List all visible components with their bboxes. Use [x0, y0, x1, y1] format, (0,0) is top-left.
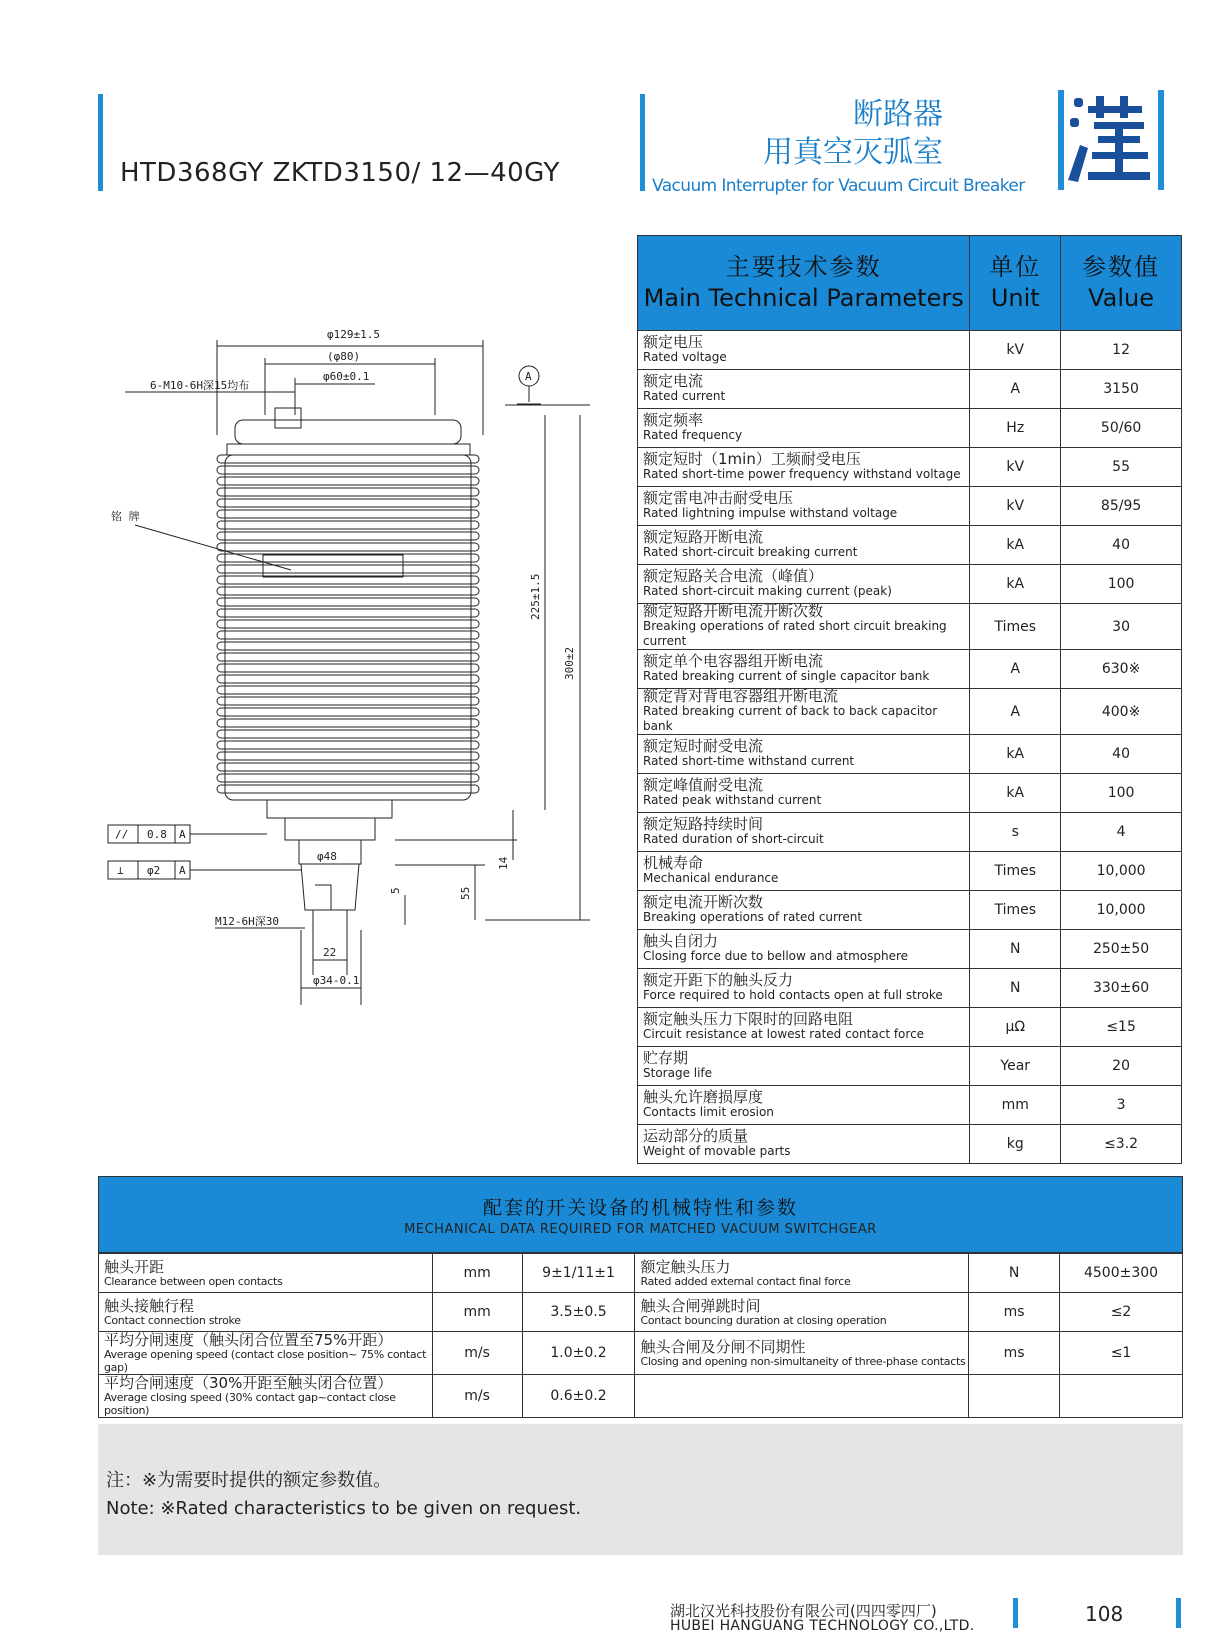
param-name-cn: 额定雷电冲击耐受电压: [643, 489, 794, 507]
param-name-cn: 额定短路开断电流开断次数: [643, 602, 824, 620]
param-name-en: Circuit resistance at lowest rated contact force: [643, 1027, 925, 1041]
mech-right-cn: 触头合闸及分闸不同期性: [640, 1337, 806, 1356]
param-value: 100: [1061, 565, 1182, 604]
param-row: [638, 813, 1182, 852]
tol1-symbol: //: [115, 828, 129, 841]
main-parameters-table: [637, 235, 1182, 1164]
mech-row: [99, 1254, 1183, 1293]
mech-left-unit: m/s: [432, 1332, 522, 1375]
param-name: [638, 852, 970, 891]
param-name: [638, 1008, 970, 1047]
param-unit: Times: [970, 852, 1061, 891]
dim-22: 22: [323, 946, 337, 959]
param-value: 55: [1061, 448, 1182, 487]
mech-left-en: Average closing speed (30% contact gap~contact close position): [104, 1391, 396, 1417]
dim-80: (φ80): [327, 350, 361, 363]
param-name-cn: 机械寿命: [643, 854, 704, 872]
tol1-ref: A: [179, 828, 186, 841]
param-name-en: Mechanical endurance: [643, 871, 779, 885]
mech-right-cn: 额定触头压力: [640, 1257, 731, 1276]
param-row: [638, 331, 1182, 370]
param-row: [638, 930, 1182, 969]
thread-bottom: M12-6H深30: [215, 915, 279, 928]
mech-right-unit: N: [969, 1254, 1060, 1293]
param-value: 400※: [1061, 689, 1182, 735]
param-unit: kV: [970, 331, 1061, 370]
param-unit: Times: [970, 891, 1061, 930]
mech-left-name: [99, 1375, 433, 1418]
param-name-cn: 额定短时耐受电流: [643, 737, 764, 755]
tol2-symbol: ⊥: [117, 864, 124, 877]
param-name-en: Force required to hold contacts open at full stroke: [643, 988, 943, 1002]
param-row: [638, 409, 1182, 448]
param-unit: Hz: [970, 409, 1061, 448]
mech-row: [99, 1375, 1183, 1418]
param-name: [638, 1086, 970, 1125]
unit-header: 单位 Unit: [970, 236, 1061, 331]
param-row: [638, 969, 1182, 1008]
param-row: [638, 1047, 1182, 1086]
param-unit: kV: [970, 448, 1061, 487]
param-name-cn: 额定短路持续时间: [643, 815, 764, 833]
param-row: [638, 891, 1182, 930]
page-number: 108: [1085, 1602, 1124, 1626]
dim-14: 14: [497, 856, 510, 870]
param-row: [638, 1008, 1182, 1047]
param-name: [638, 604, 970, 650]
param-value: 3: [1061, 1086, 1182, 1125]
param-value: 50/60: [1061, 409, 1182, 448]
param-value: 10,000: [1061, 891, 1182, 930]
mech-right-name: [635, 1254, 969, 1293]
model-title: HTD368GY ZKTD3150∕ 12—40GY: [120, 158, 560, 188]
param-name-cn: 额定开距下的触头反力: [643, 971, 794, 989]
param-value: 4: [1061, 813, 1182, 852]
param-value: 40: [1061, 526, 1182, 565]
threads-top: 6-M10-6H深15均布: [150, 379, 250, 392]
param-name-en: Rated short-time power frequency withstand voltage: [643, 467, 961, 481]
param-name-cn: 额定频率: [643, 411, 704, 429]
mech-left-name: [99, 1332, 433, 1375]
param-row: [638, 370, 1182, 409]
param-name-en: Closing force due to bellow and atmosphere: [643, 949, 909, 963]
param-row: [638, 852, 1182, 891]
param-name: [638, 735, 970, 774]
tol2-value: φ2: [147, 864, 161, 877]
note-cn: 注：※为需要时提供的额定参数值。: [106, 1470, 392, 1491]
param-name-cn: 额定短路开断电流: [643, 528, 764, 546]
mech-left-cn: 触头接触行程: [104, 1296, 195, 1315]
param-unit: kA: [970, 565, 1061, 604]
technical-drawing: [105, 320, 645, 1100]
header-left-bar: [98, 94, 103, 191]
param-name-cn: 触头允许磨损厚度: [643, 1088, 764, 1106]
param-name: [638, 930, 970, 969]
param-name-en: Rated short-time withstand current: [643, 754, 855, 768]
mech-header: [98, 1176, 1183, 1253]
param-name: [638, 565, 970, 604]
param-name-en: Breaking operations of rated current: [643, 910, 863, 924]
mech-left-en: Contact connection stroke: [104, 1313, 241, 1327]
param-name-en: Breaking operations of rated short circuit breaking current: [643, 619, 947, 648]
nameplate-label: 铭 牌: [111, 510, 140, 523]
param-unit: A: [970, 370, 1061, 409]
dim-55: 55: [459, 886, 472, 900]
mech-left-unit: mm: [432, 1293, 522, 1332]
param-name: [638, 891, 970, 930]
param-name: [638, 370, 970, 409]
mech-right-value: [1060, 1375, 1183, 1418]
param-value: 10,000: [1061, 852, 1182, 891]
mech-right-name: [635, 1332, 969, 1375]
mech-left-en: Clearance between open contacts: [104, 1274, 283, 1288]
footer-company-cn: 湖北汉光科技股份有限公司(四四零四厂): [670, 1602, 937, 1620]
param-value: 40: [1061, 735, 1182, 774]
param-header: 主要技术参数 Main Technical Parameters: [638, 236, 970, 331]
param-name-cn: 额定单个电容器组开断电流: [643, 652, 824, 670]
param-row: [638, 487, 1182, 526]
param-name: [638, 1125, 970, 1164]
mech-right-cn: 触头合闸弹跳时间: [640, 1296, 761, 1315]
param-row: [638, 650, 1182, 689]
title-cn-line2: 用真空灭弧室: [763, 135, 943, 170]
title-en: Vacuum Interrupter for Vacuum Circuit Breaker: [652, 176, 1025, 196]
mech-left-unit: m/s: [432, 1375, 522, 1418]
mech-left-cn: 触头开距: [104, 1257, 165, 1276]
param-name-en: Rated breaking current of single capacitor bank: [643, 669, 930, 683]
param-name: [638, 448, 970, 487]
param-row: [638, 448, 1182, 487]
param-row: [638, 1125, 1182, 1164]
dim-5: 5: [389, 887, 402, 894]
param-unit: Times: [970, 604, 1061, 650]
param-value: 20: [1061, 1047, 1182, 1086]
mech-right-en: Rated added external contact final force: [640, 1274, 851, 1288]
param-name-en: Weight of movable parts: [643, 1144, 791, 1158]
param-name-cn: 触头自闭力: [643, 932, 719, 950]
param-unit: kg: [970, 1125, 1061, 1164]
param-name-en: Rated lightning impulse withstand voltage: [643, 506, 898, 520]
mech-left-value: 9±1/11±1: [522, 1254, 635, 1293]
tol2-ref: A: [179, 864, 186, 877]
param-value: 85/95: [1061, 487, 1182, 526]
mech-left-en: Average opening speed (contact close position~ 75% contact gap): [104, 1348, 427, 1374]
param-unit: s: [970, 813, 1061, 852]
param-name-cn: 额定电流开断次数: [643, 893, 764, 911]
footer-bar-left: [1013, 1598, 1018, 1628]
param-unit: μΩ: [970, 1008, 1061, 1047]
param-row: [638, 604, 1182, 650]
dim-48: φ48: [317, 850, 337, 863]
param-unit: A: [970, 650, 1061, 689]
footer-company-en: HUBEI HANGUANG TECHNOLOGY CO.,LTD.: [670, 1618, 975, 1634]
param-name-cn: 额定触头压力下限时的回路电阻: [643, 1010, 854, 1028]
param-name-cn: 贮存期: [643, 1049, 689, 1067]
datum-a: A: [525, 370, 532, 383]
mech-row: [99, 1293, 1183, 1332]
note-box: [98, 1424, 1183, 1555]
param-value: 330±60: [1061, 969, 1182, 1008]
mech-left-name: [99, 1293, 433, 1332]
mech-left-value: 0.6±0.2: [522, 1375, 635, 1418]
param-unit: kV: [970, 487, 1061, 526]
mech-header-en: MECHANICAL DATA REQUIRED FOR MATCHED VACUUM SWITCHGEAR: [404, 1222, 877, 1237]
param-name-en: Rated current: [643, 389, 726, 403]
param-row: [638, 1086, 1182, 1125]
dim-300: 300±2: [563, 646, 576, 680]
dim-60: φ60±0.1: [323, 370, 370, 383]
mech-row: [99, 1332, 1183, 1375]
mech-right-value: ≤2: [1060, 1293, 1183, 1332]
param-value: ≤15: [1061, 1008, 1182, 1047]
param-name-en: Contacts limit erosion: [643, 1105, 774, 1119]
mech-header-cn: 配套的开关设备的机械特性和参数: [482, 1197, 798, 1219]
mech-right-value: ≤1: [1060, 1332, 1183, 1375]
param-name-en: Rated voltage: [643, 350, 727, 364]
mech-left-name: [99, 1254, 433, 1293]
tol1-value: 0.8: [147, 828, 167, 841]
mech-right-en: Contact bouncing duration at closing operation: [640, 1313, 887, 1327]
mech-right-en: Closing and opening non-simultaneity of three-phase contacts: [640, 1354, 966, 1368]
mech-table: [98, 1253, 1183, 1418]
mech-left-cn: 平均合闸速度（30%开距至触头闭合位置）: [104, 1374, 393, 1392]
param-name-cn: 额定背对背电容器组开断电流: [643, 687, 839, 705]
param-value: 12: [1061, 331, 1182, 370]
mech-right-name: [635, 1293, 969, 1332]
mech-left-value: 3.5±0.5: [522, 1293, 635, 1332]
param-name: [638, 409, 970, 448]
mech-right-value: 4500±300: [1060, 1254, 1183, 1293]
param-row: [638, 735, 1182, 774]
param-name-cn: 额定电流: [643, 372, 704, 390]
dim-225: 225±1.5: [529, 573, 542, 620]
note-en: Note: ※Rated characteristics to be given on request.: [106, 1498, 582, 1519]
param-unit: mm: [970, 1086, 1061, 1125]
mech-left-unit: mm: [432, 1254, 522, 1293]
param-row: [638, 774, 1182, 813]
mech-left-value: 1.0±0.2: [522, 1332, 635, 1375]
title-cn-line1: 断路器: [853, 97, 943, 132]
param-row: [638, 565, 1182, 604]
param-value: 630※: [1061, 650, 1182, 689]
param-unit: Year: [970, 1047, 1061, 1086]
param-name: [638, 650, 970, 689]
param-unit: N: [970, 930, 1061, 969]
param-value: 100: [1061, 774, 1182, 813]
hanguang-logo-icon: [1058, 90, 1166, 190]
param-value: ≤3.2: [1061, 1125, 1182, 1164]
param-row: [638, 526, 1182, 565]
mech-left-cn: 平均分闸速度（触头闭合位置至75%开距）: [104, 1331, 393, 1349]
param-name-en: Rated duration of short-circuit: [643, 832, 824, 846]
param-name-cn: 额定短时（1min）工频耐受电压: [643, 450, 861, 468]
param-name-en: Rated breaking current of back to back capacitor bank: [643, 704, 938, 733]
param-name: [638, 526, 970, 565]
param-unit: kA: [970, 526, 1061, 565]
param-name-en: Rated short-circuit breaking current: [643, 545, 858, 559]
value-header: 参数值 Value: [1061, 236, 1182, 331]
param-unit: kA: [970, 735, 1061, 774]
param-unit: kA: [970, 774, 1061, 813]
param-name-cn: 额定短路关合电流（峰值）: [643, 567, 824, 585]
param-name: [638, 969, 970, 1008]
param-name-en: Storage life: [643, 1066, 713, 1080]
mech-right-name: [635, 1375, 969, 1418]
param-row: [638, 689, 1182, 735]
param-unit: A: [970, 689, 1061, 735]
param-name-cn: 额定电压: [643, 333, 704, 351]
mech-right-unit: ms: [969, 1332, 1060, 1375]
mech-right-unit: ms: [969, 1293, 1060, 1332]
param-name: [638, 774, 970, 813]
param-name-en: Rated short-circuit making current (peak): [643, 584, 892, 598]
param-name: [638, 1047, 970, 1086]
param-name: [638, 487, 970, 526]
mech-right-unit: [969, 1375, 1060, 1418]
param-name-en: Rated peak withstand current: [643, 793, 822, 807]
dim-34: φ34-0.1: [313, 974, 360, 987]
param-name-cn: 运动部分的质量: [643, 1127, 749, 1145]
param-name-en: Rated frequency: [643, 428, 743, 442]
dim-top-width: φ129±1.5: [327, 328, 380, 341]
param-name-cn: 额定峰值耐受电流: [643, 776, 764, 794]
param-name: [638, 331, 970, 370]
param-value: 250±50: [1061, 930, 1182, 969]
param-name: [638, 689, 970, 735]
param-unit: N: [970, 969, 1061, 1008]
param-name: [638, 813, 970, 852]
param-value: 30: [1061, 604, 1182, 650]
param-value: 3150: [1061, 370, 1182, 409]
footer-bar-right: [1176, 1598, 1181, 1628]
